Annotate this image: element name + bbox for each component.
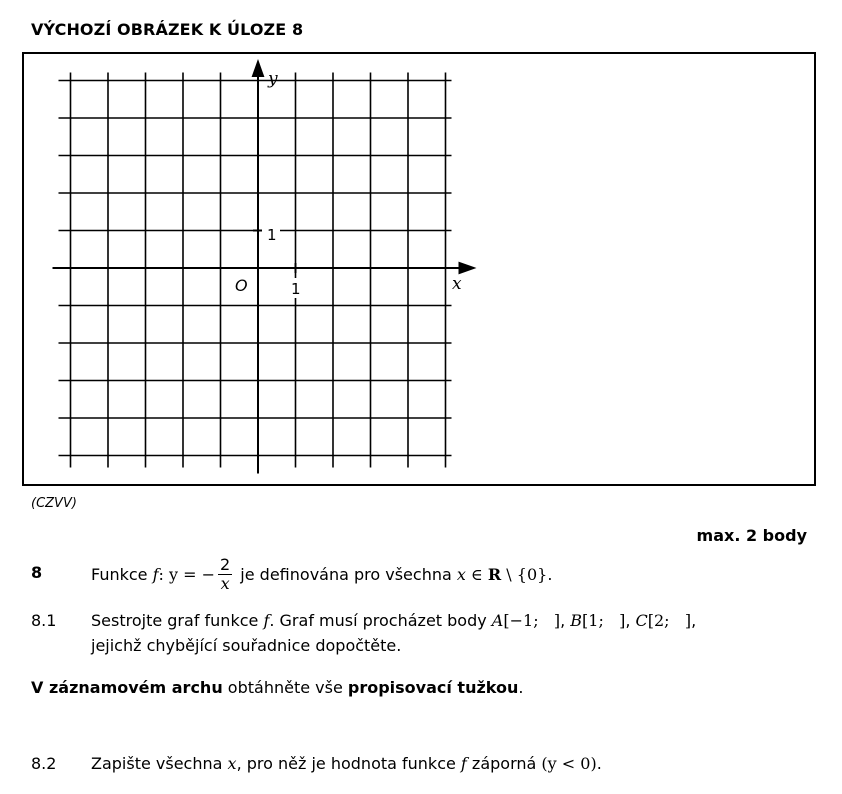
x-unit-label: 1 [291,280,301,298]
fraction-denominator: x [220,573,230,593]
task-8-1-line1: Sestrojte graf funkce f. Graf musí procházet body A[−1; ], B[1; ], C[2; ], [91,611,697,630]
task-8-1-line2: jejichž chybějící souřadnice dopočtěte. [91,636,402,655]
y-unit-label: 1 [267,226,277,244]
section-heading: VÝCHOZÍ OBRÁZEK K ÚLOZE 8 [31,20,304,39]
fraction [218,556,232,593]
axes [53,62,474,474]
task-number-8-2: 8.2 [31,754,57,773]
t8-setminus: \ {0} [501,564,548,584]
instruction-line: V záznamovém archu obtáhněte vše propisovací tužkou. [31,678,524,697]
origin-label: O [235,276,248,295]
t8-end: . [547,564,553,584]
t8-in: ∈ [465,564,488,584]
t8-f: f [152,564,159,584]
fraction-numerator: 2 [220,554,231,574]
y-axis-arrowhead [253,62,263,76]
t8-x: x [456,564,466,584]
x-axis-arrowhead [460,263,474,273]
t8-eq: : y = − [158,564,216,584]
source-note: (CZVV) [31,496,77,511]
y-axis-label: y [268,69,278,89]
task-8-text [91,552,552,596]
t8-pre: Funkce [91,564,153,584]
task-number-8-1: 8.1 [31,611,57,630]
x-axis-label: x [452,274,462,294]
t8-mid: je definována pro všechna [235,564,457,584]
grid-lines [59,73,452,468]
task-number-8: 8 [31,563,43,582]
t8-R: R [487,564,502,584]
figure-frame [22,52,816,486]
task-8-2-text: Zapište všechna x, pro něž je hodnota funkce f záporná (y < 0). [91,754,602,773]
coordinate-grid [24,54,814,484]
max-points: max. 2 body [696,526,807,545]
